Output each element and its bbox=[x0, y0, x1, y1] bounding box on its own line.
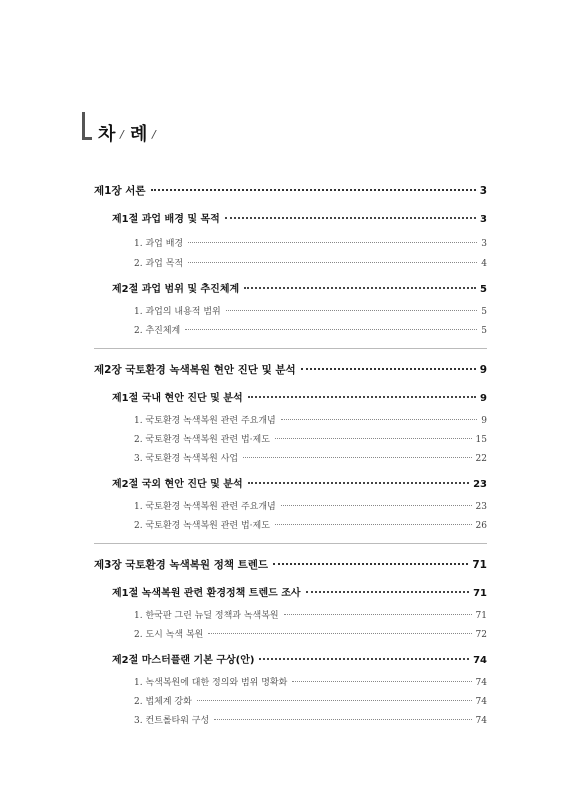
dot-leader bbox=[306, 591, 469, 593]
dot-leader bbox=[188, 262, 477, 263]
toc-page-number: 23 bbox=[473, 479, 487, 490]
toc-chapter-row[interactable] bbox=[94, 557, 487, 572]
toc-section-row[interactable] bbox=[112, 651, 487, 666]
dot-leader bbox=[275, 438, 472, 439]
dot-leader bbox=[281, 419, 478, 420]
toc-chapter-row[interactable] bbox=[94, 183, 487, 198]
toc-section-row[interactable] bbox=[112, 475, 487, 490]
header-separator-1: / bbox=[120, 128, 124, 141]
toc-section-row[interactable] bbox=[112, 389, 487, 404]
toc-header bbox=[82, 106, 202, 154]
toc-entry-label: 제2절 국외 현안 진단 및 분석 bbox=[112, 479, 243, 490]
dot-leader bbox=[273, 563, 468, 565]
toc-item-row[interactable] bbox=[134, 713, 487, 726]
toc-entry-label: 1. 한국판 그린 뉴딜 정책과 녹색복원 bbox=[134, 611, 279, 621]
dot-leader bbox=[197, 700, 472, 701]
toc-entry-label: 2. 도시 녹색 복원 bbox=[134, 630, 204, 640]
toc-page-number: 74 bbox=[475, 716, 487, 726]
toc-item-row[interactable] bbox=[134, 432, 487, 445]
dot-leader bbox=[208, 633, 471, 634]
toc-page-number: 71 bbox=[473, 588, 487, 599]
dot-leader bbox=[284, 614, 472, 615]
toc-item-row[interactable] bbox=[134, 236, 487, 249]
dot-leader bbox=[248, 396, 476, 398]
toc-entry-label: 1. 과업 배경 bbox=[134, 239, 184, 249]
toc-item-row[interactable] bbox=[134, 256, 487, 269]
toc-entry-label: 3. 국토환경 녹색복원 사업 bbox=[134, 454, 239, 464]
toc-entry-label: 제1절 국내 현안 진단 및 분석 bbox=[112, 393, 243, 404]
toc-page-number: 9 bbox=[480, 393, 487, 404]
toc-section-row[interactable] bbox=[112, 584, 487, 599]
toc-item-row[interactable] bbox=[134, 499, 487, 512]
toc-page-number: 72 bbox=[475, 630, 487, 640]
toc-item-row[interactable] bbox=[134, 451, 487, 464]
toc-section-row[interactable] bbox=[112, 280, 487, 295]
dot-leader bbox=[225, 217, 476, 219]
header-title-2: 례 bbox=[130, 124, 148, 145]
toc-page-number: 71 bbox=[472, 559, 487, 571]
toc-page-number: 22 bbox=[475, 454, 487, 464]
header-separator-2: / bbox=[152, 128, 156, 141]
dot-leader bbox=[248, 482, 469, 484]
dot-leader bbox=[214, 719, 471, 720]
toc-page-number: 74 bbox=[475, 678, 487, 688]
dot-leader bbox=[185, 329, 477, 330]
toc-page-number: 4 bbox=[481, 259, 487, 269]
toc-entry-label: 제1장 서론 bbox=[94, 185, 146, 197]
toc-page-number: 71 bbox=[475, 611, 487, 621]
toc-item-row[interactable] bbox=[134, 323, 487, 336]
toc-entry-label: 제3장 국토환경 녹색복원 정책 트렌드 bbox=[94, 559, 269, 571]
toc-chapter-row[interactable] bbox=[94, 362, 487, 377]
toc-item-row[interactable] bbox=[134, 627, 487, 640]
toc-section-row[interactable] bbox=[112, 210, 487, 225]
dot-leader bbox=[188, 242, 477, 243]
toc-entry-label: 1. 국토환경 녹색복원 관련 주요개념 bbox=[134, 502, 276, 512]
dot-leader bbox=[243, 457, 471, 458]
toc-page-number: 26 bbox=[475, 521, 487, 531]
toc-page-number: 74 bbox=[475, 697, 487, 707]
toc-page-number: 5 bbox=[480, 284, 487, 295]
toc-item-row[interactable] bbox=[134, 518, 487, 531]
dot-leader bbox=[275, 524, 472, 525]
toc-item-row[interactable] bbox=[134, 304, 487, 317]
chapter-divider bbox=[94, 348, 487, 349]
toc-page-number: 3 bbox=[480, 214, 487, 225]
toc-entry-label: 1. 녹색복원에 대한 정의와 범위 명확화 bbox=[134, 678, 288, 688]
toc-entry-label: 2. 국토환경 녹색복원 관련 법·제도 bbox=[134, 435, 270, 445]
toc-page-number: 5 bbox=[481, 307, 487, 317]
toc-entry-label: 제2절 과업 범위 및 추진체계 bbox=[112, 284, 240, 295]
toc-entry-label: 2. 과업 목적 bbox=[134, 259, 184, 269]
toc-page-number: 9 bbox=[479, 364, 487, 376]
toc-entry-label: 1. 과업의 내용적 범위 bbox=[134, 307, 221, 317]
header-bracket bbox=[82, 112, 92, 140]
toc-entry-label: 2. 국토환경 녹색복원 관련 법·제도 bbox=[134, 521, 270, 531]
toc-page-number: 74 bbox=[473, 655, 487, 666]
toc-entry-label: 제1절 과업 배경 및 목적 bbox=[112, 214, 220, 225]
dot-leader bbox=[292, 681, 471, 682]
toc-item-row[interactable] bbox=[134, 413, 487, 426]
toc-page-number: 15 bbox=[475, 435, 487, 445]
toc-item-row[interactable] bbox=[134, 694, 487, 707]
toc-entry-label: 제2절 마스터플랜 기본 구상(안) bbox=[112, 655, 255, 666]
toc-page-number: 3 bbox=[479, 185, 487, 197]
toc-page-number: 23 bbox=[475, 502, 487, 512]
toc-entry-label: 2. 추진체계 bbox=[134, 326, 181, 336]
dot-leader bbox=[259, 658, 469, 660]
toc-entry-label: 3. 컨트롤타워 구성 bbox=[134, 716, 210, 726]
dot-leader bbox=[226, 310, 478, 311]
toc-page-number: 9 bbox=[481, 416, 487, 426]
toc-page-number: 3 bbox=[481, 239, 487, 249]
toc-entry-label: 2. 법체계 강화 bbox=[134, 697, 192, 707]
toc-entry-label: 제2장 국토환경 녹색복원 현안 진단 및 분석 bbox=[94, 364, 296, 376]
dot-leader bbox=[151, 189, 476, 191]
dot-leader bbox=[301, 368, 476, 370]
toc-item-row[interactable] bbox=[134, 608, 487, 621]
toc-page-number: 5 bbox=[481, 326, 487, 336]
toc-entry-label: 1. 국토환경 녹색복원 관련 주요개념 bbox=[134, 416, 276, 426]
chapter-divider bbox=[94, 543, 487, 544]
dot-leader bbox=[281, 505, 472, 506]
toc-item-row[interactable] bbox=[134, 675, 487, 688]
header-title-1: 차 bbox=[98, 124, 116, 145]
toc-entry-label: 제1절 녹색복원 관련 환경정책 트렌드 조사 bbox=[112, 588, 301, 599]
dot-leader bbox=[244, 287, 476, 289]
